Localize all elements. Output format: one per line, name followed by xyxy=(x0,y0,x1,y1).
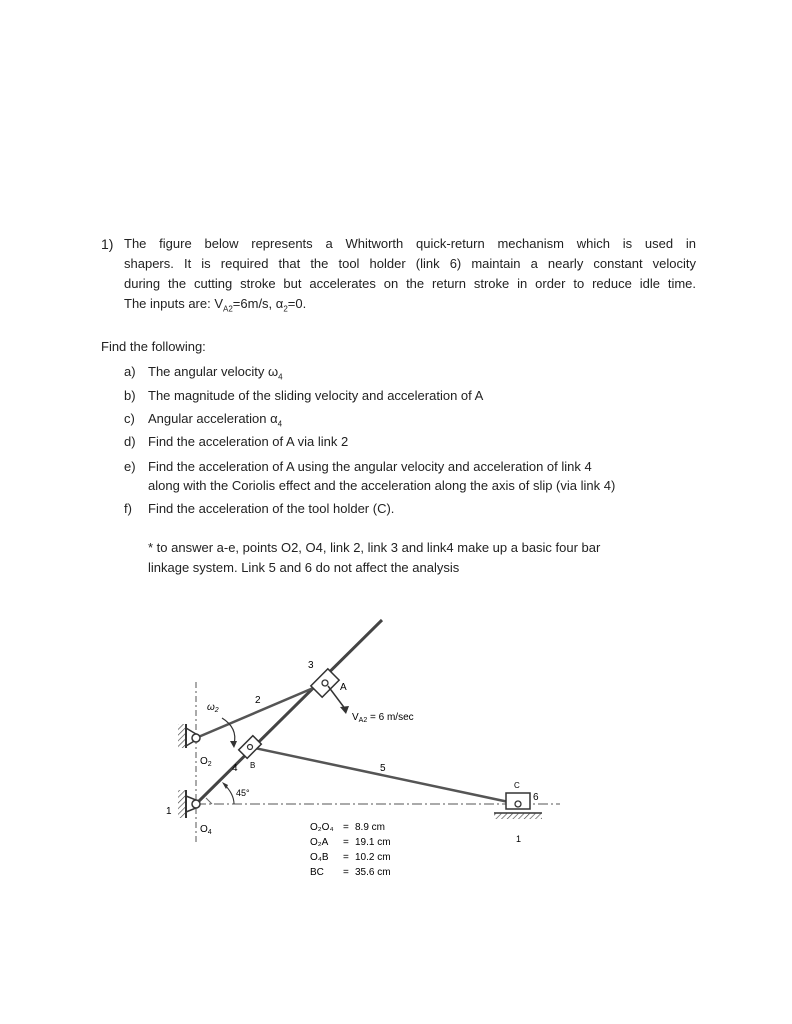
dim-name-2: O₂A xyxy=(310,837,329,848)
pivot-o2 xyxy=(192,734,200,742)
label-ground-right: 1 xyxy=(516,834,522,844)
link-5 xyxy=(250,747,518,804)
dim-eq-3: = xyxy=(343,852,349,863)
pivot-o4 xyxy=(192,800,200,808)
question-line-2: shapers. It is required that the tool holder (link 6) maintain a nearly constant velocity xyxy=(124,256,696,271)
question-line-1: The figure below represents a Whitworth quick-return mechanism which is used in xyxy=(124,236,696,251)
item-label-a: a) xyxy=(124,364,136,379)
dim-value-1: 8.9 cm xyxy=(355,822,386,833)
label-point-b: B xyxy=(250,761,256,770)
dim-eq-1: = xyxy=(343,822,349,833)
ground-c-hatch xyxy=(494,813,542,819)
question-number: 1) xyxy=(101,236,114,252)
dim-name-4: BC xyxy=(310,867,324,878)
label-point-c: C xyxy=(514,781,520,790)
label-link-6: 6 xyxy=(533,792,539,803)
dim-value-4: 35.6 cm xyxy=(355,867,391,878)
angle-tick xyxy=(206,798,212,804)
note-line-1: * to answer a-e, points O2, O4, link 2, link 3 and link4 make up a basic four bar xyxy=(148,540,601,555)
item-text-f: Find the acceleration of the tool holder (C). xyxy=(148,501,395,516)
item-text-e: Find the acceleration of A using the angular velocity and acceleration of link 4 along with the Coriolis effect and the acceleration along the axis of slip (via link 4) xyxy=(148,459,616,493)
label-o2: $O_2$ xyxy=(200,756,212,768)
label-link-2: 2 xyxy=(255,695,261,706)
dim-eq-4: = xyxy=(343,867,349,878)
omega2-arrowhead xyxy=(230,741,237,748)
label-link-4: 4 xyxy=(232,763,238,774)
pin-c xyxy=(515,801,521,807)
velocity-arrowhead xyxy=(340,706,349,714)
item-text-b: The magnitude of the sliding velocity and acceleration of A xyxy=(148,388,484,403)
item-text-d: Find the acceleration of A via link 2 xyxy=(148,434,349,449)
pin-a xyxy=(322,680,328,686)
label-omega2: $\omega_2$ xyxy=(207,702,219,714)
question-line-3: during the cutting stroke but accelerates on the return stroke in order to reduce idle time. xyxy=(124,276,696,291)
item-label-f: f) xyxy=(124,501,132,516)
item-label-c: c) xyxy=(124,411,135,426)
question-text xyxy=(124,234,696,320)
dim-name-3: O₄B xyxy=(310,852,329,863)
item-label-e: e) xyxy=(124,459,136,474)
label-angle: 45° xyxy=(236,788,250,798)
ground-o4-hatch xyxy=(178,790,186,818)
dim-value-2: 19.1 cm xyxy=(355,837,391,848)
dim-value-3: 10.2 cm xyxy=(355,852,391,863)
analysis-note xyxy=(148,538,668,578)
question-inputs: The inputs are: $V_{A2}=6m/s$, $\alpha_2=0$. xyxy=(124,296,307,314)
dim-eq-2: = xyxy=(343,837,349,848)
label-o4: $O_4$ xyxy=(200,824,212,836)
dimension-table xyxy=(310,822,391,878)
label-link-3: 3 xyxy=(308,660,314,671)
item-text-c: Angular acceleration $\alpha_4$ xyxy=(148,411,283,429)
note-line-2: linkage system. Link 5 and 6 do not affect the analysis xyxy=(148,560,460,575)
item-text-a: The angular velocity $\omega_4$ xyxy=(148,364,283,382)
label-va2: $V_{A2} = 6$ m/sec xyxy=(352,712,414,724)
item-label-d: d) xyxy=(124,434,136,449)
label-point-a: A xyxy=(340,682,347,693)
pin-b xyxy=(248,745,253,750)
dim-name-1: O₂O₄ xyxy=(310,822,334,833)
item-label-b: b) xyxy=(124,388,136,403)
ground-o2-hatch xyxy=(178,724,186,748)
label-ground-left: 1 xyxy=(166,806,172,817)
mechanism-figure xyxy=(150,610,580,890)
find-heading: Find the following: xyxy=(101,339,206,354)
label-link-5: 5 xyxy=(380,763,386,774)
